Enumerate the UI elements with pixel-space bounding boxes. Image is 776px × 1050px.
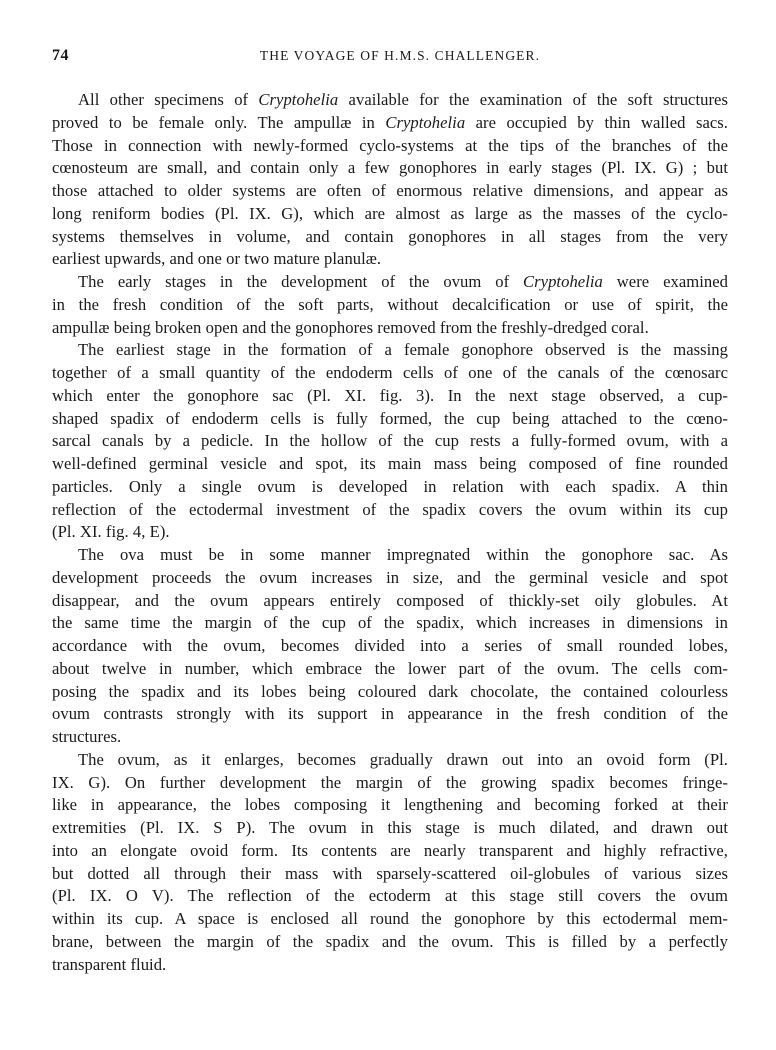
text-run: into an elongate ovoid form. Its contents are nearly transparent and highly refractive,: [52, 840, 728, 860]
paragraph: [52, 544, 728, 749]
text-run: transparent fluid.: [52, 954, 167, 974]
paragraph: [52, 339, 728, 544]
text-line: [52, 863, 728, 886]
text-run: posing the spadix and its lobes being coloured dark chocolate, the contained colourless: [52, 681, 728, 701]
text-line: [52, 544, 728, 567]
text-run: disappear, and the ovum appears entirely composed of thickly-set oily globules. At: [52, 590, 728, 610]
text-line: [52, 476, 728, 499]
body-text: [52, 89, 728, 976]
text-line: [52, 931, 728, 954]
text-line: [52, 430, 728, 453]
text-run: development proceeds the ovum increases in size, and the germinal vesicle and spot: [52, 567, 728, 587]
text-run: The earliest stage in the formation of a female gonophore observed is the massing: [78, 340, 728, 360]
text-line: [52, 635, 728, 658]
text-line: [52, 681, 728, 704]
text-line: [52, 703, 728, 726]
text-run: accordance with the ovum, becomes divided into a series of small rounded lobes,: [52, 636, 728, 655]
text-line: [52, 248, 728, 271]
text-line: [52, 749, 728, 772]
paragraph: [52, 89, 728, 271]
paragraph: [52, 271, 728, 339]
text-line: [52, 772, 728, 795]
running-head: [52, 47, 728, 69]
text-run: were examined: [602, 272, 728, 291]
text-run: The early stages in the development of the ovum of: [78, 272, 524, 291]
text-line: [52, 612, 728, 635]
text-run: in the fresh condition of the soft parts, without decalcification or use of spirit, the: [52, 294, 728, 314]
text-run: which enter the gonophore sac (Pl. XI. fig. 3). In the next stage observed, a cup-: [52, 385, 728, 405]
text-line: [52, 658, 728, 681]
text-run: ampullæ being broken open and the gonophores removed from the freshly-dredged coral.: [52, 317, 649, 337]
text-line: [52, 157, 728, 180]
text-run: are occupied by thin walled sacs.: [465, 112, 728, 132]
text-line: [52, 794, 728, 817]
italic-term: Cryptohelia: [523, 272, 603, 291]
text-line: [52, 89, 728, 112]
text-run: IX. G). On further development the margin of the growing spadix becomes fringe-: [52, 772, 728, 792]
text-line: [52, 294, 728, 317]
text-run: the same time the margin of the cup of the spadix, which increases in dimensions in: [52, 613, 728, 633]
text-run: Those in connection with newly-formed cyclo-systems at the tips of the branches of the: [52, 135, 728, 155]
text-line: [52, 203, 728, 226]
text-line: [52, 726, 728, 749]
text-run: particles. Only a single ovum is developed in relation with each spadix. A thin: [52, 476, 728, 496]
text-run: earliest upwards, and one or two mature planulæ.: [52, 249, 382, 269]
italic-term: Cryptohelia: [385, 112, 466, 132]
text-run: The ovum, as it enlarges, becomes gradually drawn out into an ovoid form (Pl.: [78, 749, 728, 769]
text-run: ovum contrasts strongly with its support in appearance in the fresh condition of the: [52, 704, 728, 724]
page-number: 74: [52, 47, 69, 64]
text-run: long reniform bodies (Pl. IX. G), which are almost as large as the masses of the cyclo-: [52, 203, 728, 223]
text-run: structures.: [52, 727, 122, 746]
text-line: [52, 226, 728, 249]
text-line: [52, 180, 728, 203]
text-line: [52, 590, 728, 613]
text-line: [52, 339, 728, 362]
text-line: [52, 567, 728, 590]
running-title: THE VOYAGE OF H.M.S. CHALLENGER.: [259, 48, 541, 63]
text-run: shaped spadix of endoderm cells is fully formed, the cup being attached to the cœno-: [52, 408, 728, 428]
text-line: [52, 840, 728, 863]
text-run: (Pl. XI. fig. 4, E).: [52, 522, 170, 542]
text-line: [52, 521, 728, 544]
text-run: The ova must be in some manner impregnated within the gonophore sac. As: [78, 545, 728, 564]
text-run: those attached to older systems are often of enormous relative dimensions, and appear as: [52, 181, 728, 200]
text-run: about twelve in number, which embrace the lower part of the ovum. The cells com-: [52, 658, 728, 678]
text-line: [52, 885, 728, 908]
text-line: [52, 317, 728, 340]
text-run: reflection of the ectodermal investment of the spadix covers the ovum within its cup: [52, 499, 728, 519]
text-run: but dotted all through their mass with sparsely-scattered oil-globules of various sizes: [52, 863, 728, 883]
text-run: All other specimens of: [78, 90, 259, 109]
text-run: together of a small quantity of the endoderm cells of one of the canals of the cœnosarc: [52, 363, 728, 382]
text-run: brane, between the margin of the spadix and the ovum. This is filled by a perfectly: [52, 931, 728, 951]
text-line: [52, 453, 728, 476]
text-line: [52, 954, 728, 977]
text-run: proved to be female only. The ampullæ in: [52, 112, 386, 132]
text-line: [52, 499, 728, 522]
text-run: extremities (Pl. IX. S P). The ovum in this stage is much dilated, and drawn out: [52, 818, 728, 837]
text-line: [52, 408, 728, 431]
text-line: [52, 385, 728, 408]
text-line: [52, 362, 728, 385]
text-line: [52, 908, 728, 931]
text-run: sarcal canals by a pedicle. In the hollow of the cup rests a fully-formed ovum, with a: [52, 431, 728, 451]
text-line: [52, 112, 728, 135]
text-run: systems themselves in volume, and contain gonophores in all stages from the very: [52, 226, 728, 246]
text-line: [52, 271, 728, 294]
text-run: well-defined germinal vesicle and spot, its main mass being composed of fine rounded: [52, 454, 728, 473]
text-run: available for the examination of the soft structures: [338, 90, 728, 109]
paragraph: [52, 749, 728, 977]
text-run: cœnosteum are small, and contain only a few gonophores in early stages (Pl. IX. G) ; but: [52, 158, 728, 178]
italic-term: Cryptohelia: [258, 90, 339, 109]
text-run: within its cup. A space is enclosed all round the gonophore by this ectodermal mem-: [52, 909, 728, 928]
text-line: [52, 135, 728, 158]
text-line: [52, 817, 728, 840]
text-run: like in appearance, the lobes composing it lengthening and becoming forked at their: [52, 795, 728, 815]
text-run: (Pl. IX. O V). The reflection of the ectoderm at this stage still covers the ovum: [52, 886, 728, 906]
